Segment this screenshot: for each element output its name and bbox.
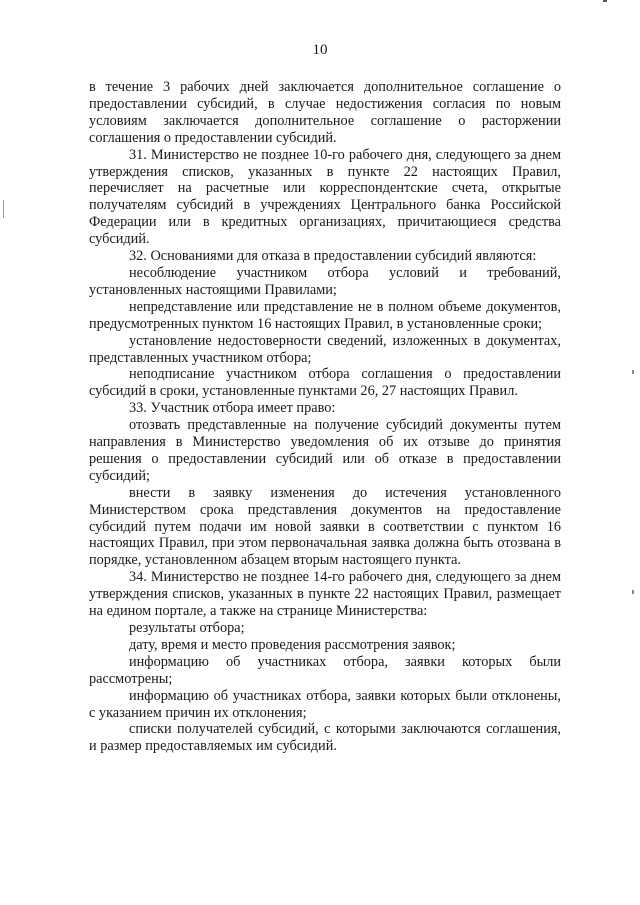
page-number: 10 bbox=[312, 42, 328, 58]
paragraph: информацию об участниках отбора, заявки которых были рассмотрены; bbox=[89, 653, 561, 687]
paragraph: в течение 3 рабочих дней заключается дополнительное соглашение о предоставлении субсидий, в случае недостижения согласия по новым условиям заключается дополнительное соглашение о расторжении соглашения о предоставлении субсидий. bbox=[89, 79, 561, 146]
paragraph: установление недостоверности сведений, изложенных в документах, представленных участником отбора; bbox=[89, 332, 561, 366]
paragraph: информацию об участниках отбора, заявки которых были отклонены, с указанием причин их отклонения; bbox=[89, 687, 561, 721]
paragraph: дату, время и место проведения рассмотрения заявок; bbox=[129, 636, 456, 653]
paragraph: 32. Основаниями для отказа в предоставлении субсидий являются: bbox=[129, 248, 537, 265]
paragraph: непредставление или представление не в полном объеме документов, предусмотренных пунктом 16 настоящих Правил, в установленные сроки; bbox=[89, 298, 561, 332]
paragraph: внести в заявку изменения до истечения установленного Министерством срока представления документов на предоставление субсидий путем подачи им новой заявки в соответствии с пунктом 16 настоящих Правил, при этом первоначальная заявка должна быть отозвана в порядке, установленном абзацем вторым настоящего пункта. bbox=[89, 484, 561, 569]
paragraph: 31. Министерство не позднее 10-го рабочего дня, следующего за днем утверждения списков, указанных в пункте 22 настоящих Правил, перечисляет на расчетные или корреспондентские счета, открытые получателям субсидий в учреждениях Центрального банка Российской Федерации или в кредитных организациях, причитающиеся средства субсидий. bbox=[89, 146, 561, 248]
scan-artifact bbox=[632, 590, 634, 594]
paragraph: несоблюдение участником отбора условий и требований, установленных настоящими Правилами; bbox=[89, 264, 561, 298]
paragraph: отозвать представленные на получение субсидий документы путем направления в Министерство уведомления об их отзыве до принятия решения о предоставлении субсидий или об отказе в предоставлении субсидий; bbox=[89, 417, 561, 484]
paragraph: 34. Министерство не позднее 14-го рабочего дня, следующего за днем утверждения списков, указанных в пункте 22 настоящих Правил, размещает на едином портале, а также на странице Министерства: bbox=[89, 569, 561, 620]
paragraph: результаты отбора; bbox=[129, 620, 245, 636]
scan-artifact bbox=[3, 200, 4, 218]
scan-artifact bbox=[603, 0, 607, 2]
paragraph: списки получателей субсидий, с которыми заключаются соглашения, и размер предоставляемых им субсидий. bbox=[89, 721, 561, 755]
paragraph: 33. Участник отбора имеет право: bbox=[129, 400, 336, 417]
document-body bbox=[89, 79, 561, 755]
paragraph: неподписание участником отбора соглашения о предоставлении субсидий в сроки, установленные пунктами 26, 27 настоящих Правил. bbox=[89, 366, 561, 400]
scan-artifact bbox=[632, 370, 634, 374]
